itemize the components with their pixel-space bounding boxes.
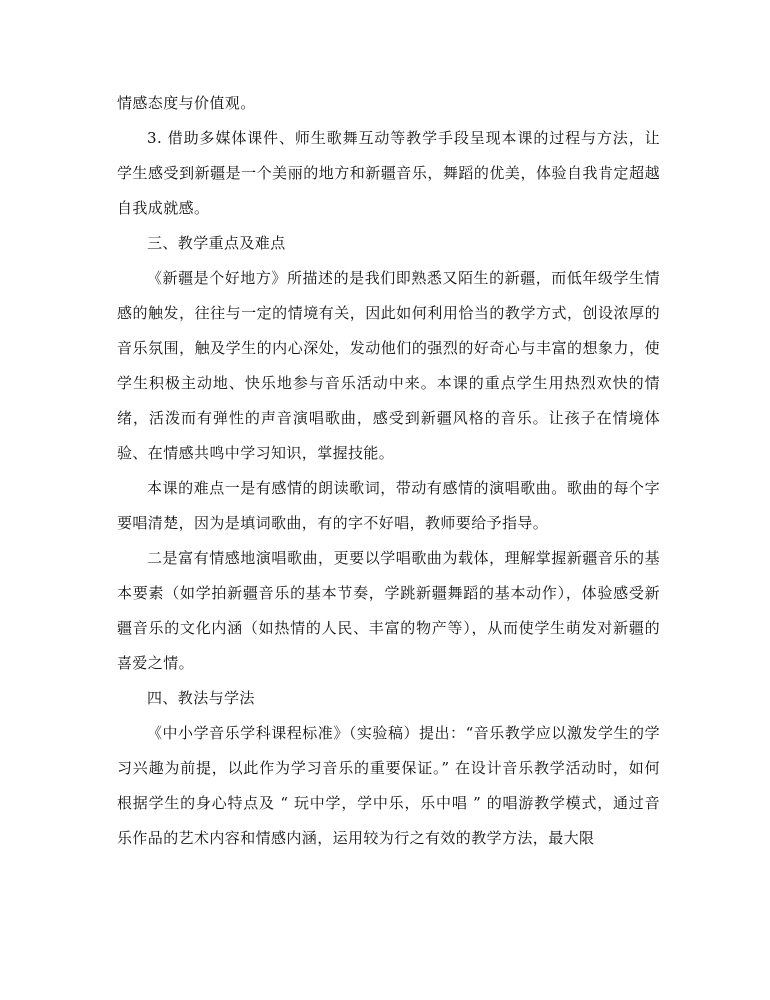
- paragraph-curriculum-standard: 《中小学音乐学科课程标准》（实验稿）提出：“音乐教学应以激发学生的学习兴趣为前提，以此作为学习音乐的重要保证。” 在设计音乐教学活动时，如何根据学生的身心特点及 “ 玩中学，学中乐，乐中唱 ” 的唱游教学模式，通过音乐作品的艺术内容和情感内涵，运用较为行之有效的教学方法，最大限: [117, 724, 660, 847]
- section-heading-methods: 四、教法与学法: [147, 689, 255, 707]
- section-heading-key-points: 三、教学重点及难点: [147, 234, 286, 252]
- paragraph-emotion-attitude: 情感态度与价值观。: [117, 94, 256, 112]
- paragraph-key-points: 《新疆是个好地方》所描述的是我们即熟悉又陌生的新疆，而低年级学生情感的触发，往往与一定的情境有关，因此如何利用恰当的教学方式，创设浓厚的音乐氛围，触及学生的内心深处，发动他们的强烈的好奇心与丰富的想象力，使学生积极主动地、快乐地参与音乐活动中来。本课的重点学生用热烈欢快的情绪，活泼而有弹性的声音演唱歌曲，感受到新疆风格的音乐。让孩子在情境体验、在情感共鸣中学习知识，掌握技能。: [117, 269, 660, 462]
- paragraph-difficulty-two: 二是富有情感地演唱歌曲，更要以学唱歌曲为载体，理解掌握新疆音乐的基本要素（如学拍新疆音乐的基本节奏，学跳新疆舞蹈的基本动作），体验感受新疆音乐的文化内涵（如热情的人民、丰富的物产等），从而使学生萌发对新疆的喜爱之情。: [117, 549, 660, 672]
- paragraph-difficulty-one: 本课的难点一是有感情的朗读歌词，带动有感情的演唱歌曲。歌曲的每个字要唱清楚，因为是填词歌曲，有的字不好唱，教师要给予指导。: [117, 479, 660, 532]
- paragraph-objective-3: 3. 借助多媒体课件、师生歌舞互动等教学手段呈现本课的过程与方法，让学生感受到新疆是一个美丽的地方和新疆音乐，舞蹈的优美，体验自我肯定超越自我成就感。: [117, 129, 660, 217]
